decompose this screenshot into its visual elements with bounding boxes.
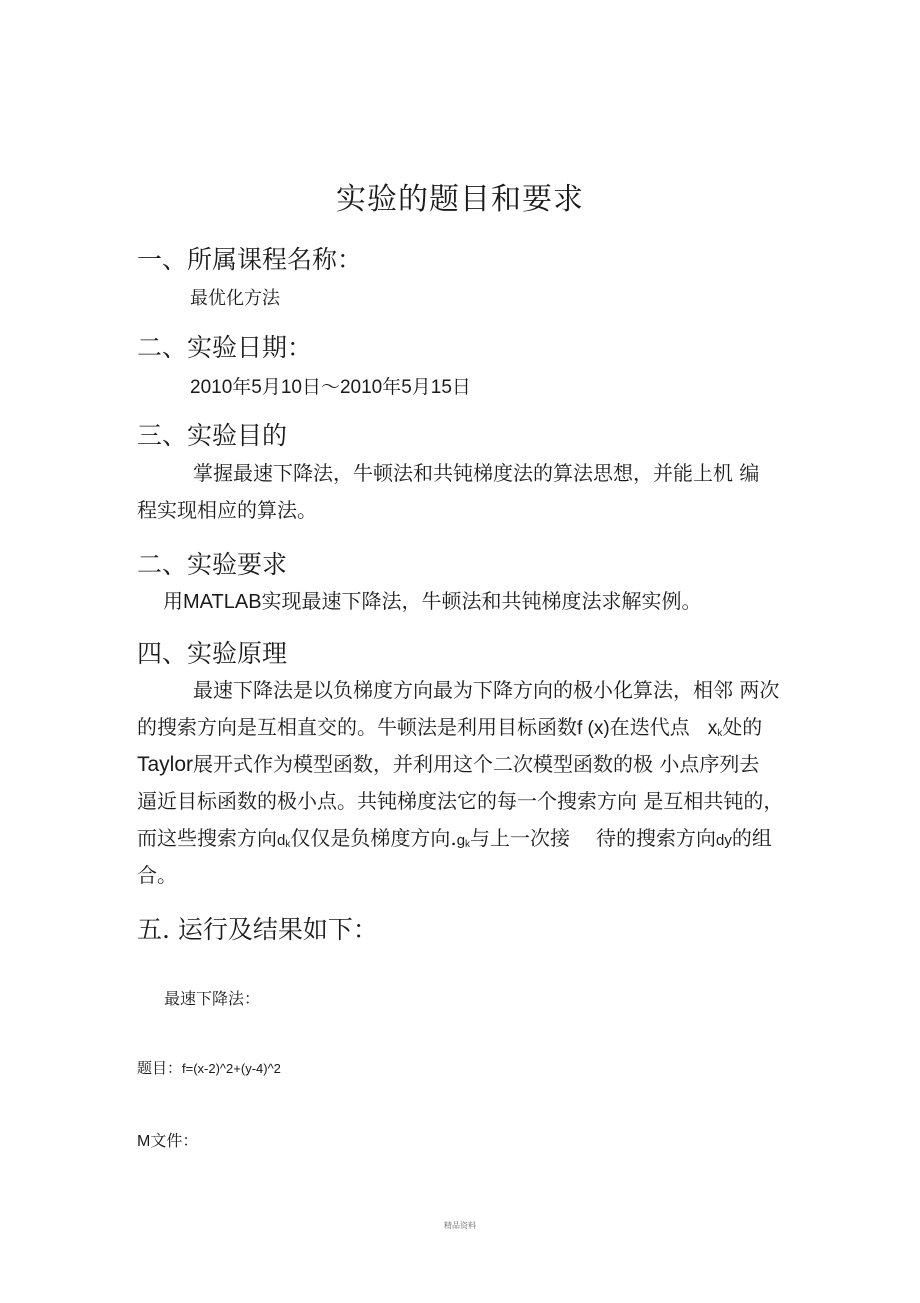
purpose-line-1: 掌握最速下降法，牛顿法和共钝梯度法的算法思想，并能上机 编 (193, 461, 760, 485)
steepest-descent-label: 最速下降法： (164, 989, 261, 1008)
math-g: g (456, 832, 466, 849)
results-heading: 五. 运行及结果如下： (137, 915, 378, 944)
math-x: x (707, 718, 718, 739)
math-taylor: Taylor (137, 753, 194, 776)
math-subscript: k (285, 839, 291, 850)
principle-text: 待的搜索方向 (596, 826, 717, 850)
principle-text: 仅仅是负梯度方向. (290, 826, 457, 850)
math-d: d (277, 832, 286, 849)
principle-text: 的组 (731, 826, 772, 850)
principle-text: 的搜索方向是互相直交的。牛顿法是利用目标函数 (137, 715, 577, 739)
principle-line-4: 逼近目标函数的极小点。共钝梯度法它的每一个搜索方向 是互相共钝的， (137, 789, 784, 813)
experiment-date: 2010年5月10日～2010年5月15日 (190, 377, 471, 398)
page-footer: 精品资料 (444, 1221, 476, 1230)
math-subscript: k (717, 728, 723, 739)
course-name: 最优化方法 (190, 288, 280, 309)
principle-text: 而这些搜索方向 (137, 826, 277, 850)
course-heading: 一、所属课程名称： (137, 245, 363, 274)
principle-line-3 (137, 746, 787, 784)
math-fx: f (x) (577, 718, 610, 739)
purpose-heading: 三、实验目的 (137, 421, 288, 450)
purpose-line-2: 程实现相应的算法。 (137, 498, 317, 522)
mfile-label (137, 1128, 198, 1151)
problem-line (137, 1057, 281, 1078)
mfile-text: M文件： (137, 1133, 199, 1150)
principle-text: 与上一次接 (470, 826, 571, 850)
principle-text: 处的 (722, 715, 763, 739)
principle-text: 在迭代点 (609, 715, 690, 739)
requirements-text: 用MATLAB实现最速下降法，牛顿法和共钝梯度法求解实例。 (163, 591, 702, 613)
math-subscript: k (465, 839, 471, 850)
principle-text: 展开式作为模型函数，并利用这个二次模型函数的极 小点序列去 (193, 752, 760, 776)
math-dy: dy (716, 832, 732, 849)
principle-heading: 四、实验原理 (137, 639, 288, 668)
requirements-heading: 二、实验要求 (137, 550, 288, 579)
principle-line-6: 合。 (137, 863, 177, 887)
principle-line-1: 最速下降法是以负梯度方向最为下降方向的极小化算法，相邻 两次 (193, 678, 780, 702)
problem-label: 题目： (137, 1059, 183, 1077)
problem-expression: f=(x-2)^2+(y-4)^2 (182, 1061, 281, 1076)
date-heading: 二、实验日期： (137, 333, 313, 362)
page-title: 实验的题目和要求 (336, 182, 584, 217)
